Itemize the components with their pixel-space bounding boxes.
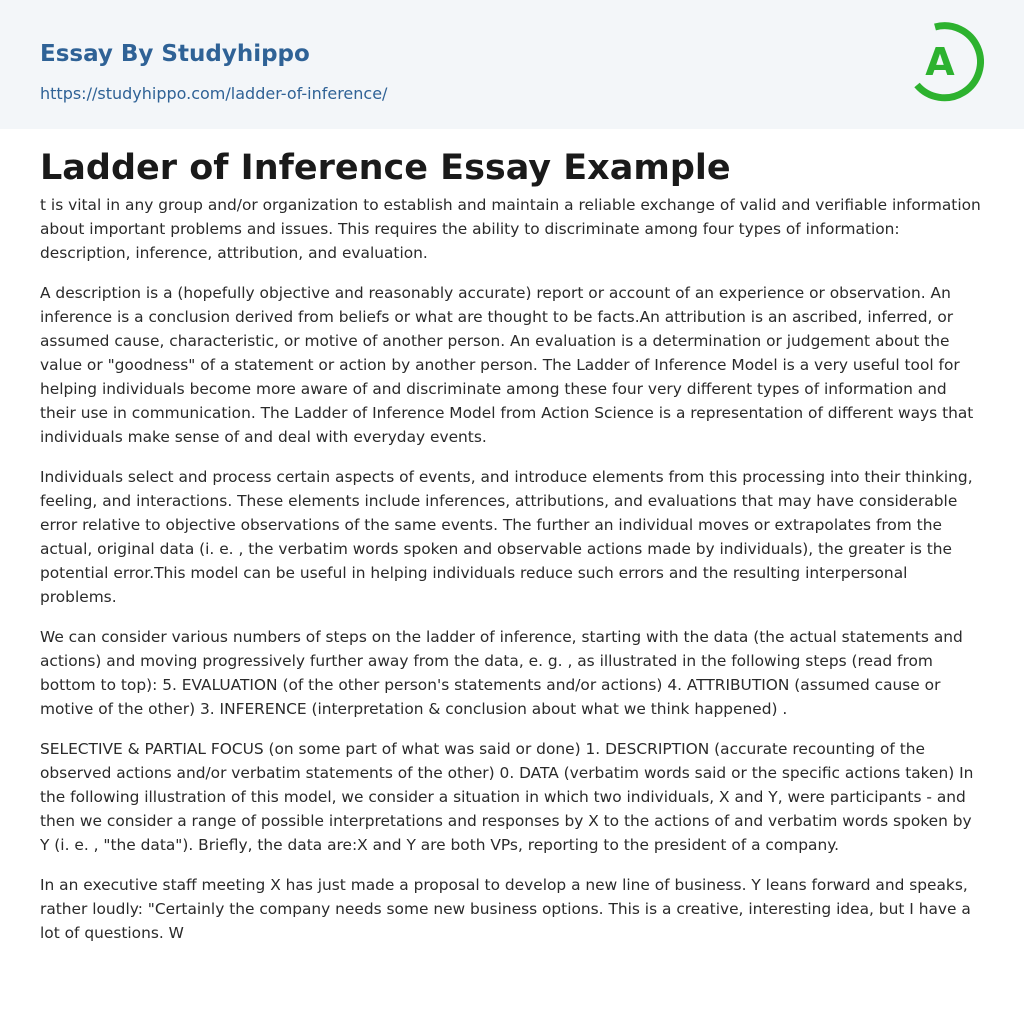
- article-paragraph: t is vital in any group and/or organization to establish and maintain a reliable exchange of valid and verifiable information about important problems and issues. This requires the ability to discriminate among four types of information: description, inference, attribution, and evaluation.: [40, 196, 981, 262]
- article-content: [0, 129, 1024, 945]
- page-title: Ladder of Inference Essay Example: [40, 148, 731, 188]
- article-paragraph: Individuals select and process certain aspects of events, and introduce elements from this processing into their thinking, feeling, and interactions. These elements include inferences, attributions, and evaluations that may have considerable error relative to objective observations of the same events. The further an individual moves or extrapolates from the actual, original data (i. e. , the verbatim words spoken and observable actions made by individuals), the greater is the potential error.This model can be useful in helping individuals reduce such errors and the resulting interpersonal problems.: [40, 468, 973, 606]
- article-paragraph: In an executive staff meeting X has just made a proposal to develop a new line of business. Y leans forward and speaks, rather loudly: "Certainly the company needs some new business options. This is a creative, interesting idea, but I have a lot of questions. W: [40, 876, 971, 942]
- logo-letter: A: [925, 40, 955, 84]
- studyhippo-logo-icon[interactable]: [911, 17, 989, 107]
- article-paragraph: We can consider various numbers of steps on the ladder of inference, starting with the data (the actual statements and actions) and moving progressively further away from the data, e. g. , as illustrated in the following steps (read from bottom to top): 5. EVALUATION (of the other person's statements and/or actions) 4. ATTRIBUTION (assumed cause or motive of the other) 3. INFERENCE (interpretation & conclusion about what we think happened) .: [40, 628, 963, 718]
- site-brand[interactable]: Essay By Studyhippo: [40, 41, 310, 67]
- site-header: [0, 0, 1024, 129]
- article-paragraph: SELECTIVE & PARTIAL FOCUS (on some part of what was said or done) 1. DESCRIPTION (accurate recounting of the observed actions and/or verbatim statements of the other) 0. DATA (verbatim words said or the specific actions taken) In the following illustration of this model, we consider a situation in which two individuals, X and Y, were participants - and then we consider a range of possible interpretations and responses by X to the actions of and verbatim words spoken by Y (i. e. , "the data"). Briefly, the data are:X and Y are both VPs, reporting to the president of a company.: [40, 740, 974, 854]
- article-paragraph: A description is a (hopefully objective and reasonably accurate) report or account of an experience or observation. An inference is a conclusion derived from beliefs or what are thought to be facts.An attribution is an ascribed, inferred, or assumed cause, characteristic, or motive of another person. An evaluation is a determination or judgement about the value or "goodness" of a statement or action by another person. The Ladder of Inference Model is a very useful tool for helping individuals become more aware of and discriminate among these four very different types of information and their use in communication. The Ladder of Inference Model from Action Science is a representation of different ways that individuals make sense of and deal with everyday events.: [40, 284, 974, 446]
- source-url-link[interactable]: https://studyhippo.com/ladder-of-inference/: [40, 84, 388, 103]
